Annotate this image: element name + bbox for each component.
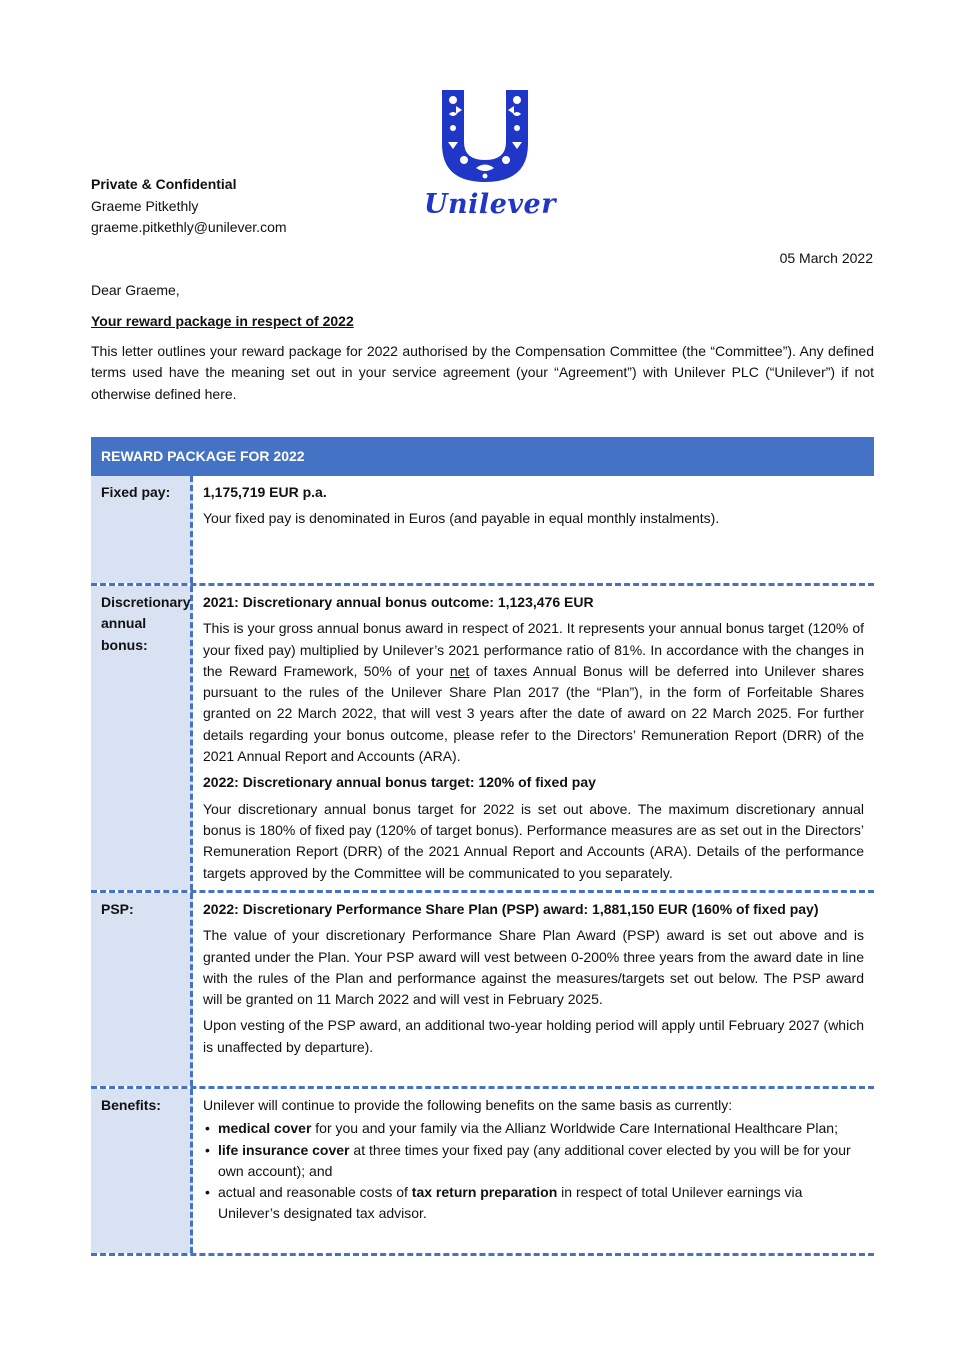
reward-table-header: REWARD PACKAGE FOR 2022 [91, 437, 874, 476]
row-benefits [91, 1089, 874, 1256]
bonus-2022-text: Your discretionary annual bonus target for 2022 is set out above. The maximum discretionary annual bonus is 180% of fixed pay (120% of target bonus). Performance measures are as set out in the Directors’ Remuneration Report (DRR) of the 2021 Annual Report and Accounts (ARA). Details of the performance targets approved by the Committee will be communicated to you separately. [203, 800, 864, 881]
row-label-fixed-pay: Fixed pay: [91, 476, 193, 583]
row-value-psp [193, 893, 874, 1086]
row-bonus [91, 586, 874, 893]
letter-subject: Your reward package in respect of 2022 [91, 313, 354, 329]
benefits-list [203, 1118, 864, 1224]
row-psp [91, 893, 874, 1089]
reward-table [91, 437, 874, 1256]
fixed-pay-text: Your fixed pay is denominated in Euros (and payable in equal monthly instalments). [203, 510, 720, 527]
recipient-name: Graeme Pitkethly [91, 197, 199, 214]
row-label-bonus: Discretionary annual bonus: [91, 586, 193, 890]
bonus-2021-text: This is your gross annual bonus award in respect of 2021. It represents your annual bonus target (120% of your fixed pay) multiplied by Unilever’s 2021 performance ratio of 81%. In accordance with the changes in the Reward Framework, 50% of your net of taxes Annual Bonus will be deferred into Unilever shares pursuant to the rules of the Unilever Share Plan 2017 (the “Plan”), in the form of Forfeitable Shares granted on 22 March 2022, that will vest 3 years after the date of award on 22 March 2025. For further details regarding your bonus outcome, please refer to the Directors’ Remuneration Report (DRR) of the 2021 Annual Report and Accounts (ARA). [203, 620, 864, 765]
row-label-psp: PSP: [91, 893, 193, 1086]
benefits-intro: Unilever will continue to provide the following benefits on the same basis as currently: [203, 1097, 733, 1113]
psp-heading: 2022: Discretionary Performance Share Plan (PSP) award: 1,881,150 EUR (160% of fixed pay) [203, 901, 819, 917]
row-value-fixed-pay [193, 476, 874, 583]
row-value-benefits [193, 1089, 874, 1253]
psp-text-1: The value of your discretionary Performance Share Plan Award (PSP) award is set out above and is granted under the Plan. Your PSP award will vest between 0-200% three years from the award date in line with the rules of the Plan and performance against the measures/targets set out below. The PSP award will be granted on 11 March 2022 and will vest in February 2025. [203, 927, 864, 1008]
recipient-block [91, 174, 287, 239]
benefit-item: • medical cover for you and your family via the Allianz Worldwide Care International Healthcare Plan; [203, 1118, 864, 1139]
unilever-u-icon [436, 86, 534, 186]
intro-paragraph: This letter outlines your reward package for 2022 authorised by the Compensation Committee (the “Committee”). Any defined terms used have the meaning set out in your service agreement (your “Agreement”) with Unilever PLC (“Unilever”) if not otherwise defined here. [91, 343, 874, 402]
letter-date: 05 March 2022 [779, 250, 873, 266]
fixed-pay-amount: 1,175,719 EUR p.a. [203, 484, 327, 500]
confidential-label: Private & Confidential [91, 176, 237, 192]
benefit-item: • actual and reasonable costs of tax return preparation in respect of total Unilever earnings via Unilever’s designated tax advisor. [203, 1182, 864, 1225]
unilever-logo [424, 86, 556, 222]
psp-text-2: Upon vesting of the PSP award, an additional two-year holding period will apply until February 2027 (which is unaffected by departure). [203, 1017, 864, 1055]
recipient-email: graeme.pitkethly@unilever.com [91, 219, 287, 235]
logo-wordmark: Unilever [424, 189, 556, 220]
row-value-bonus [193, 586, 874, 890]
bonus-2022-heading: 2022: Discretionary annual bonus target: 120% of fixed pay [203, 774, 596, 791]
row-label-benefits: Benefits: [91, 1089, 193, 1253]
bonus-2021-heading: 2021: Discretionary annual bonus outcome: 1,123,476 EUR [203, 594, 594, 610]
row-fixed-pay [91, 476, 874, 586]
salutation: Dear Graeme, [91, 282, 180, 298]
benefit-item: • life insurance cover at three times your fixed pay (any additional cover elected by you will be for your own account); and [203, 1140, 864, 1183]
